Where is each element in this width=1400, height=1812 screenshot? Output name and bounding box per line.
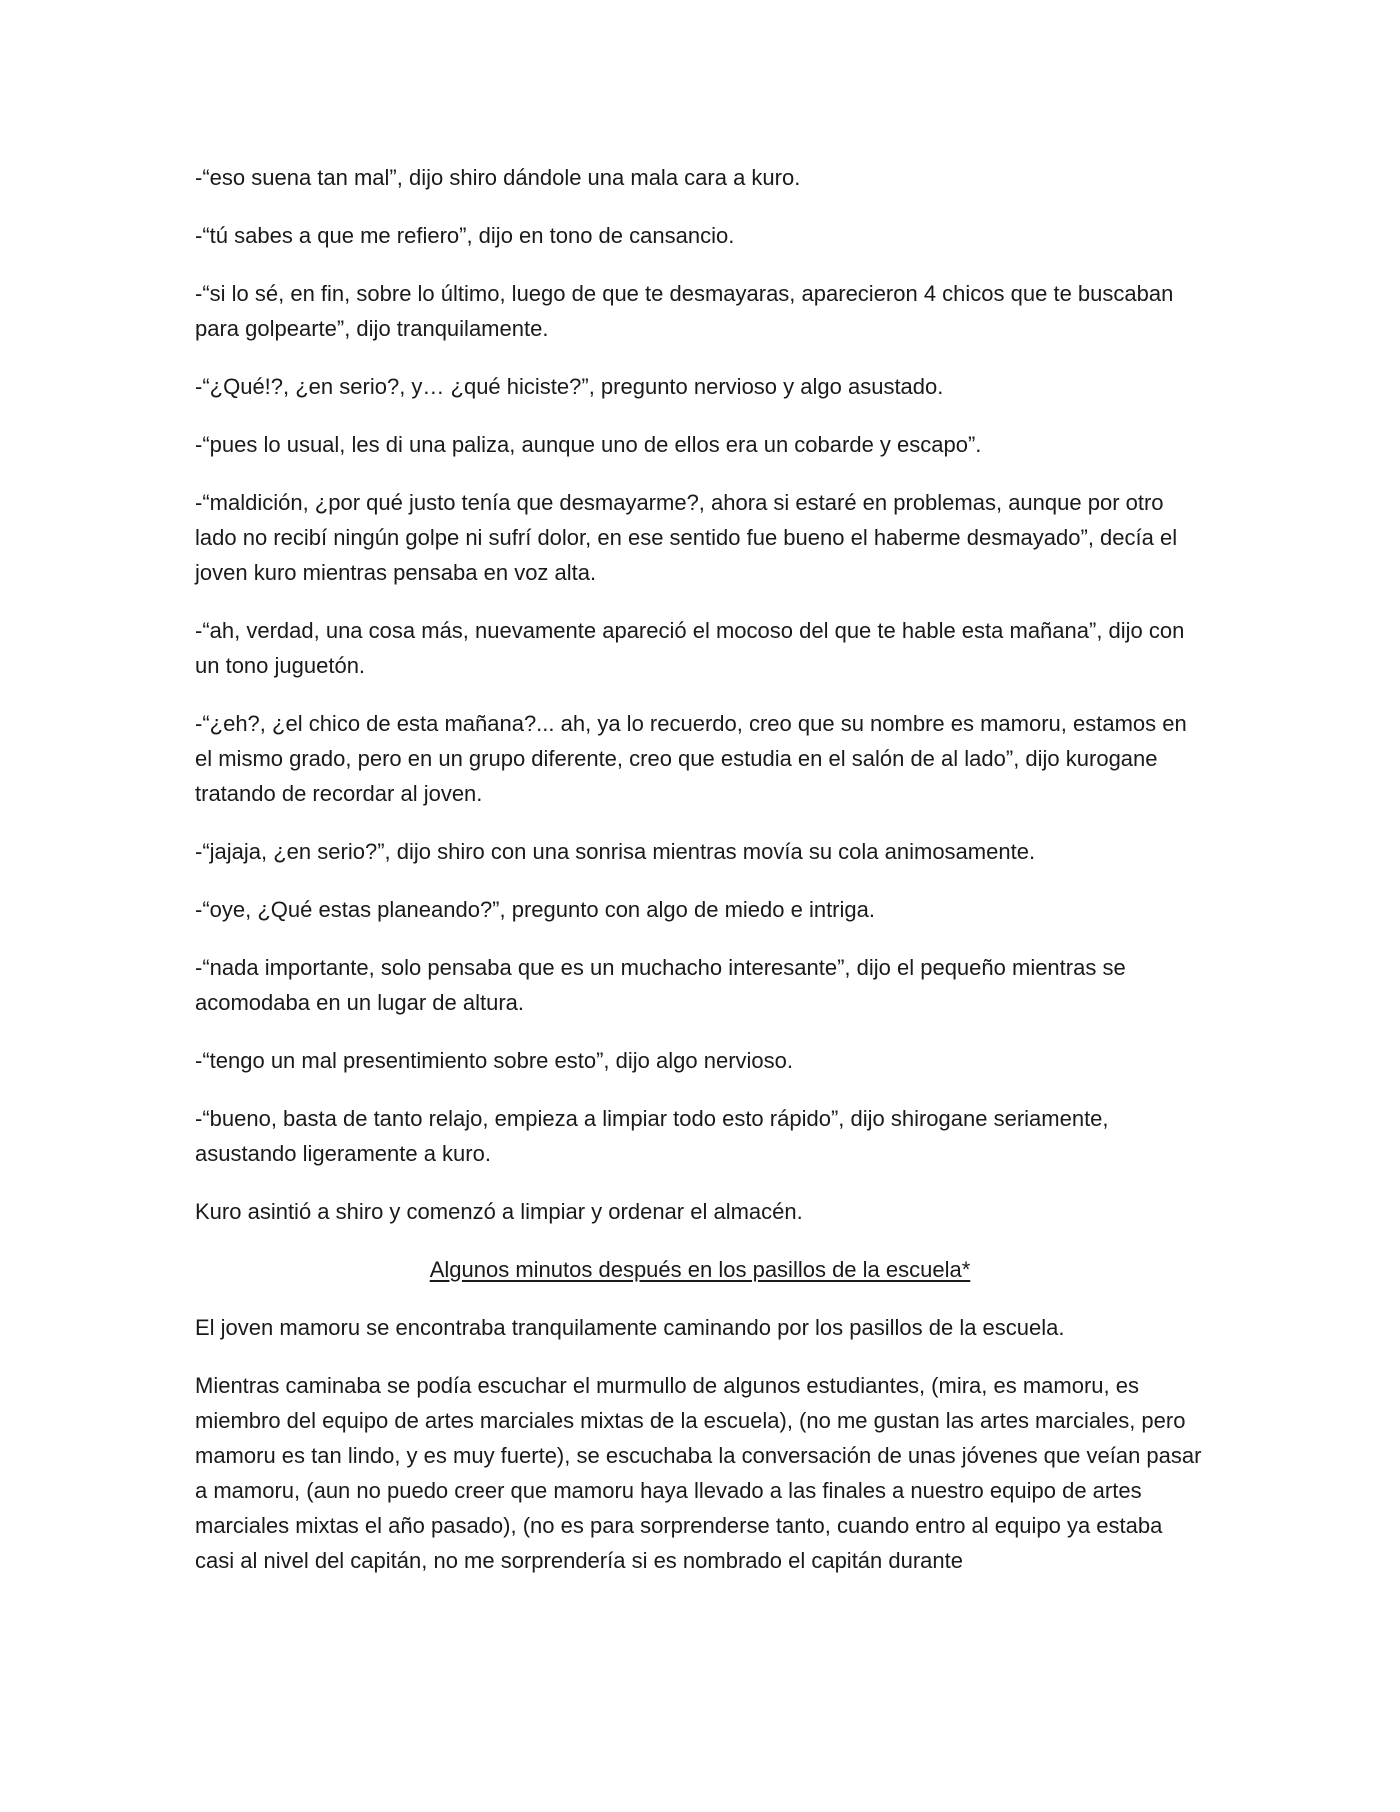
paragraph-1: -“eso suena tan mal”, dijo shiro dándole una mala cara a kuro. (195, 165, 801, 190)
paragraph-2: -“tú sabes a que me refiero”, dijo en tono de cansancio. (195, 223, 735, 248)
paragraph-12: -“tengo un mal presentimiento sobre esto”, dijo algo nervioso. (195, 1048, 793, 1073)
paragraph-5: -“pues lo usual, les di una paliza, aunque uno de ellos era un cobarde y escapo”. (195, 432, 982, 457)
paragraph-10: -“oye, ¿Qué estas planeando?”, pregunto con algo de miedo e intriga. (195, 897, 875, 922)
paragraph-16: Mientras caminaba se podía escuchar el murmullo de algunos estudiantes, (mira, es mamoru, es miembro del equipo de artes marciales mixtas de la escuela), (no me gustan las artes marciales, pero mamoru es tan lindo, y es muy fuerte), se escuchaba la conversación de unas jóvenes que veían pasar a mamoru, (aun no puedo creer que mamoru haya llevado a las finales a nuestro equipo de artes marciales mixtas el año pasado), (no es para sorprenderse tanto, cuando entro al equipo ya estaba casi al nivel del capitán, no me sorprendería si es nombrado el capitán durante (195, 1373, 1202, 1573)
paragraph-4: -“¿Qué!?, ¿en serio?, y… ¿qué hiciste?”, pregunto nervioso y algo asustado. (195, 374, 944, 399)
paragraph-7: -“ah, verdad, una cosa más, nuevamente apareció el mocoso del que te hable esta mañana”, dijo con un tono juguetón. (195, 618, 1185, 678)
paragraph-13: -“bueno, basta de tanto relajo, empieza a limpiar todo esto rápido”, dijo shirogane seriamente, asustando ligeramente a kuro. (195, 1106, 1109, 1166)
section-heading: Algunos minutos después en los pasillos de la escuela* (429, 1257, 971, 1282)
paragraph-3: -“si lo sé, en fin, sobre lo último, luego de que te desmayaras, aparecieron 4 chicos que te buscaban para golpearte”, dijo tranquilamente. (195, 281, 1174, 341)
paragraph-8: -“¿eh?, ¿el chico de esta mañana?... ah, ya lo recuerdo, creo que su nombre es mamoru, estamos en el mismo grado, pero en un grupo diferente, creo que estudia en el salón de al lado”, dijo kurogane tratando de recordar al joven. (195, 711, 1187, 806)
paragraph-9: -“jajaja, ¿en serio?”, dijo shiro con una sonrisa mientras movía su cola animosamente. (195, 839, 1036, 864)
paragraph-6: -“maldición, ¿por qué justo tenía que desmayarme?, ahora si estaré en problemas, aunque por otro lado no recibí ningún golpe ni sufrí dolor, en ese sentido fue bueno el haberme desmayado”, decía el joven kuro mientras pensaba en voz alta. (195, 490, 1178, 585)
paragraph-15: El joven mamoru se encontraba tranquilamente caminando por los pasillos de la escuela. (195, 1315, 1065, 1340)
paragraph-11: -“nada importante, solo pensaba que es un muchacho interesante”, dijo el pequeño mientras se acomodaba en un lugar de altura. (195, 955, 1126, 1015)
paragraph-14: Kuro asintió a shiro y comenzó a limpiar y ordenar el almacén. (195, 1199, 803, 1224)
document-page (195, 160, 1205, 1601)
